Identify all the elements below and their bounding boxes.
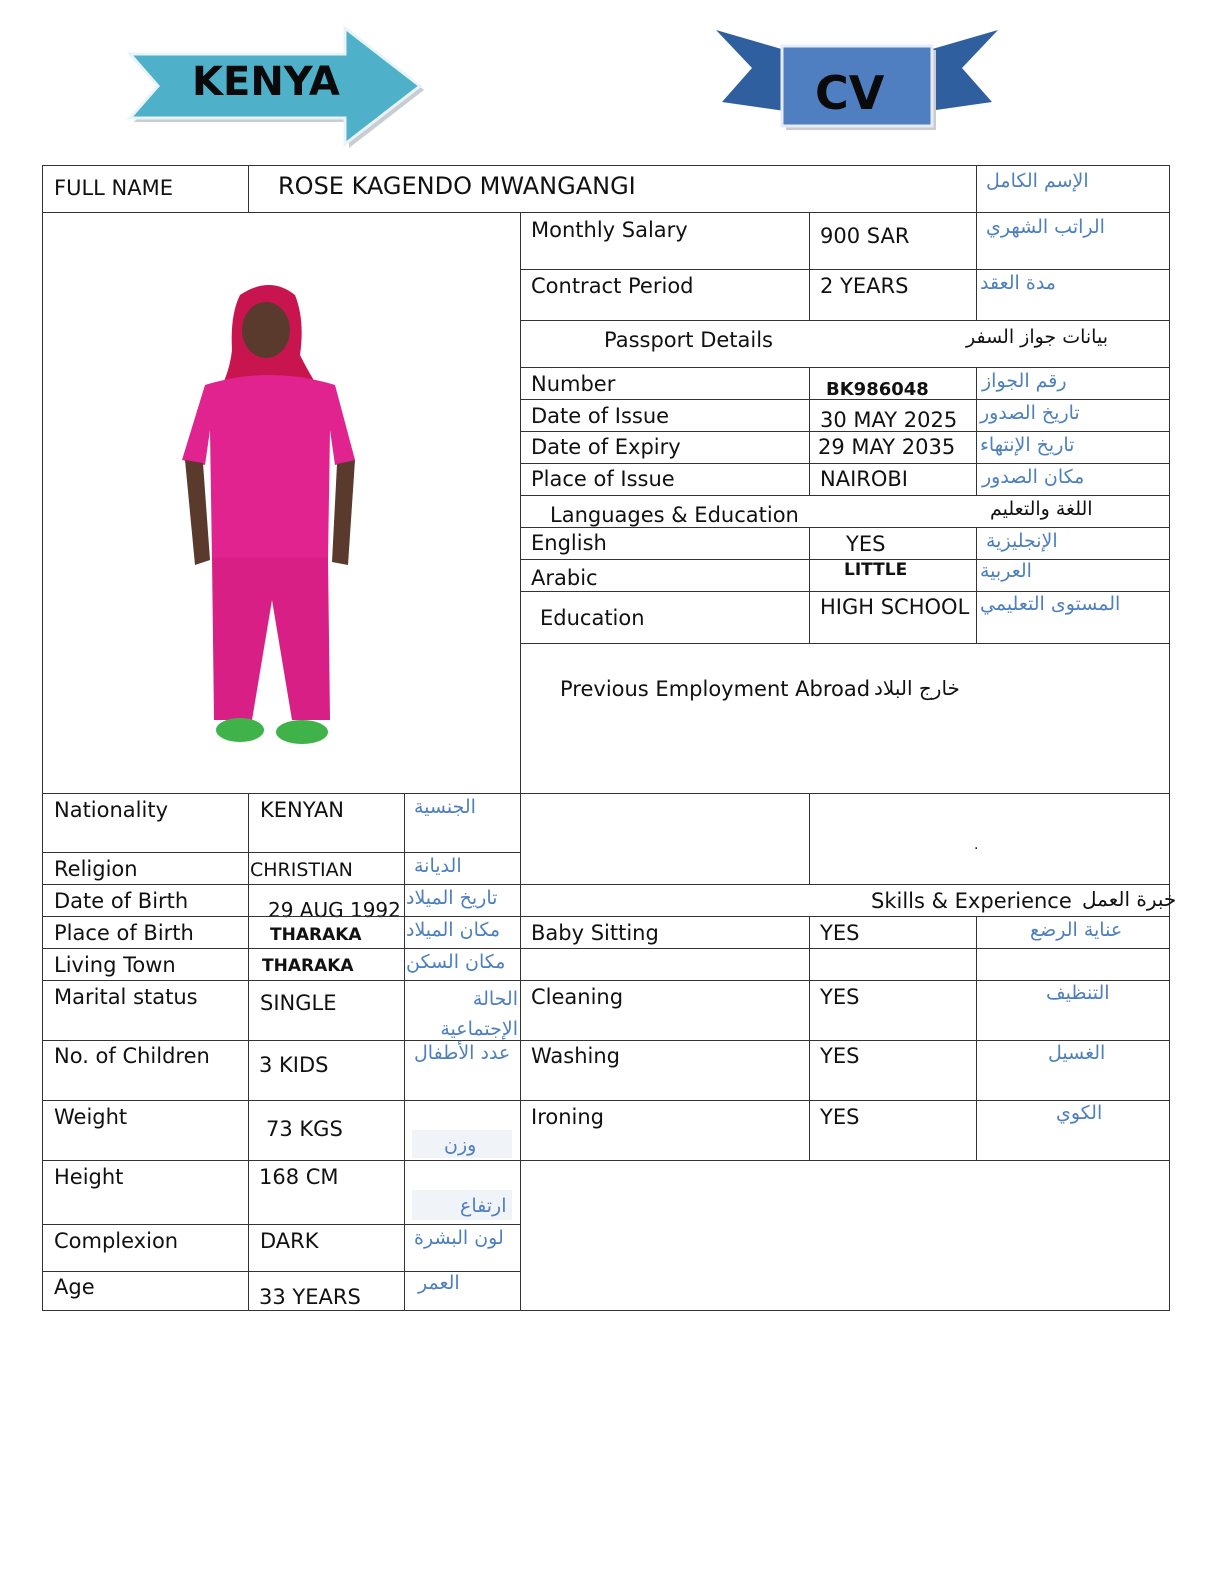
birthplace-value: THARAKA	[270, 925, 362, 945]
employment-heading: Previous Employment Abroad	[560, 677, 871, 701]
complexion-ar: لون البشرة	[414, 1227, 504, 1249]
living-town-label: Living Town	[54, 953, 176, 977]
full-name-label: FULL NAME	[54, 176, 173, 200]
weight-value: 73 KGS	[266, 1117, 343, 1141]
issue-date-label: Date of Issue	[531, 404, 670, 428]
arabic-value: LITTLE	[844, 560, 908, 580]
dob-value: 29 AUG 1992	[268, 898, 401, 922]
languages-heading: Languages & Education	[550, 503, 799, 527]
weight-ar: وزن	[444, 1134, 477, 1156]
skills-heading-cell	[520, 884, 1170, 917]
period-label: Contract Period	[531, 274, 694, 298]
issue-place-label: Place of Issue	[531, 467, 675, 491]
marital-ar: الحالة الإجتماعية	[440, 988, 518, 1040]
nationality-value: KENYAN	[260, 798, 345, 822]
issue-date-value: 30 MAY 2025	[820, 408, 958, 432]
salary-value: 900 SAR	[820, 224, 910, 248]
marital-value: SINGLE	[260, 991, 337, 1015]
nationality-ar: الجنسية	[414, 796, 476, 818]
skills-bottom-empty	[520, 1160, 1170, 1311]
dob-label: Date of Birth	[54, 889, 189, 913]
expiry-date-value: 29 MAY 2035	[818, 435, 956, 459]
education-ar: المستوى التعليمي	[980, 593, 1121, 615]
arabic-ar: العربية	[980, 560, 1032, 582]
complexion-value: DARK	[260, 1229, 319, 1253]
babysitting-value: YES	[820, 921, 860, 945]
children-label: No. of Children	[54, 1044, 210, 1068]
issue-place-value: NAIROBI	[820, 467, 908, 491]
passport-number-ar: رقم الجواز	[982, 370, 1067, 392]
full-name-label-ar: الإسم الكامل	[986, 170, 1089, 192]
complexion-label: Complexion	[54, 1229, 179, 1253]
height-ar: ارتفاع	[460, 1195, 507, 1217]
nationality-label: Nationality	[54, 798, 169, 822]
period-value: 2 YEARS	[820, 274, 909, 298]
country-title: KENYA	[192, 59, 340, 105]
skills-blank-b	[809, 948, 977, 981]
expiry-date-ar: تاريخ الإنتهاء	[980, 434, 1075, 456]
age-label: Age	[54, 1275, 95, 1299]
english-value: YES	[846, 532, 886, 556]
children-ar: عدد الأطفال	[414, 1042, 511, 1064]
issue-date-ar: تاريخ الصدور	[980, 402, 1080, 424]
cleaning-ar: التنظيف	[1046, 982, 1110, 1004]
cleaning-label: Cleaning	[531, 985, 624, 1009]
children-value: 3 KIDS	[259, 1053, 329, 1077]
age-ar: العمر	[418, 1272, 460, 1294]
education-label: Education	[540, 606, 645, 630]
washing-label: Washing	[531, 1044, 621, 1068]
salary-label: Monthly Salary	[531, 218, 688, 242]
babysitting-label: Baby Sitting	[531, 921, 659, 945]
age-value: 33 YEARS	[259, 1285, 361, 1309]
weight-label: Weight	[54, 1105, 128, 1129]
height-label: Height	[54, 1165, 124, 1189]
employment-cell	[520, 643, 1170, 794]
issue-place-ar: مكان الصدور	[982, 466, 1085, 488]
babysitting-ar: عناية الرضع	[1030, 919, 1123, 941]
employment-empty-right	[809, 793, 1170, 885]
ironing-ar: الكوي	[1056, 1102, 1103, 1124]
period-label-ar: مدة العقد	[980, 272, 1056, 294]
dob-ar: تاريخ الميلاد	[406, 887, 498, 909]
ironing-value: YES	[820, 1105, 860, 1129]
cleaning-value: YES	[820, 985, 860, 1009]
passport-heading: Passport Details	[604, 328, 773, 352]
english-ar: الإنجليزية	[986, 530, 1058, 552]
employment-empty-left	[520, 793, 810, 885]
languages-heading-ar: اللغة والتعليم	[990, 498, 1093, 520]
birthplace-label: Place of Birth	[54, 921, 194, 945]
marital-label: Marital status	[54, 985, 198, 1009]
skills-heading: Skills & Experience	[871, 889, 1072, 913]
washing-ar: الغسيل	[1048, 1042, 1106, 1064]
height-value: 168 CM	[259, 1165, 339, 1189]
skills-blank-a	[520, 948, 810, 981]
employment-dot: .	[974, 837, 979, 853]
education-value: HIGH SCHOOL	[820, 595, 970, 619]
english-label: English	[531, 531, 607, 555]
washing-value: YES	[820, 1044, 860, 1068]
passport-heading-ar: بيانات جواز السفر	[966, 326, 1108, 348]
full-name-value: ROSE KAGENDO MWANGANGI	[278, 172, 636, 200]
employment-heading-ar: خارج البلاد	[874, 676, 960, 700]
religion-value: CHRISTIAN	[250, 859, 353, 881]
passport-number-label: Number	[531, 372, 616, 396]
passport-number-value: BK986048	[826, 379, 929, 400]
salary-label-ar: الراتب الشهري	[986, 216, 1105, 238]
living-town-ar: مكان السكن	[406, 951, 506, 973]
doc-type-title: CV	[815, 66, 885, 120]
religion-ar: الديانة	[414, 855, 462, 877]
ironing-label: Ironing	[531, 1105, 604, 1129]
religion-label: Religion	[54, 857, 138, 881]
skills-heading-ar: خبرة العمل	[1082, 887, 1177, 911]
skills-blank-c	[976, 948, 1170, 981]
english-value-cell	[809, 527, 977, 560]
living-town-value: THARAKA	[262, 956, 354, 976]
expiry-date-label: Date of Expiry	[531, 435, 681, 459]
birthplace-ar: مكان الميلاد	[406, 919, 501, 941]
candidate-photo	[170, 280, 370, 755]
arabic-label: Arabic	[531, 566, 598, 590]
